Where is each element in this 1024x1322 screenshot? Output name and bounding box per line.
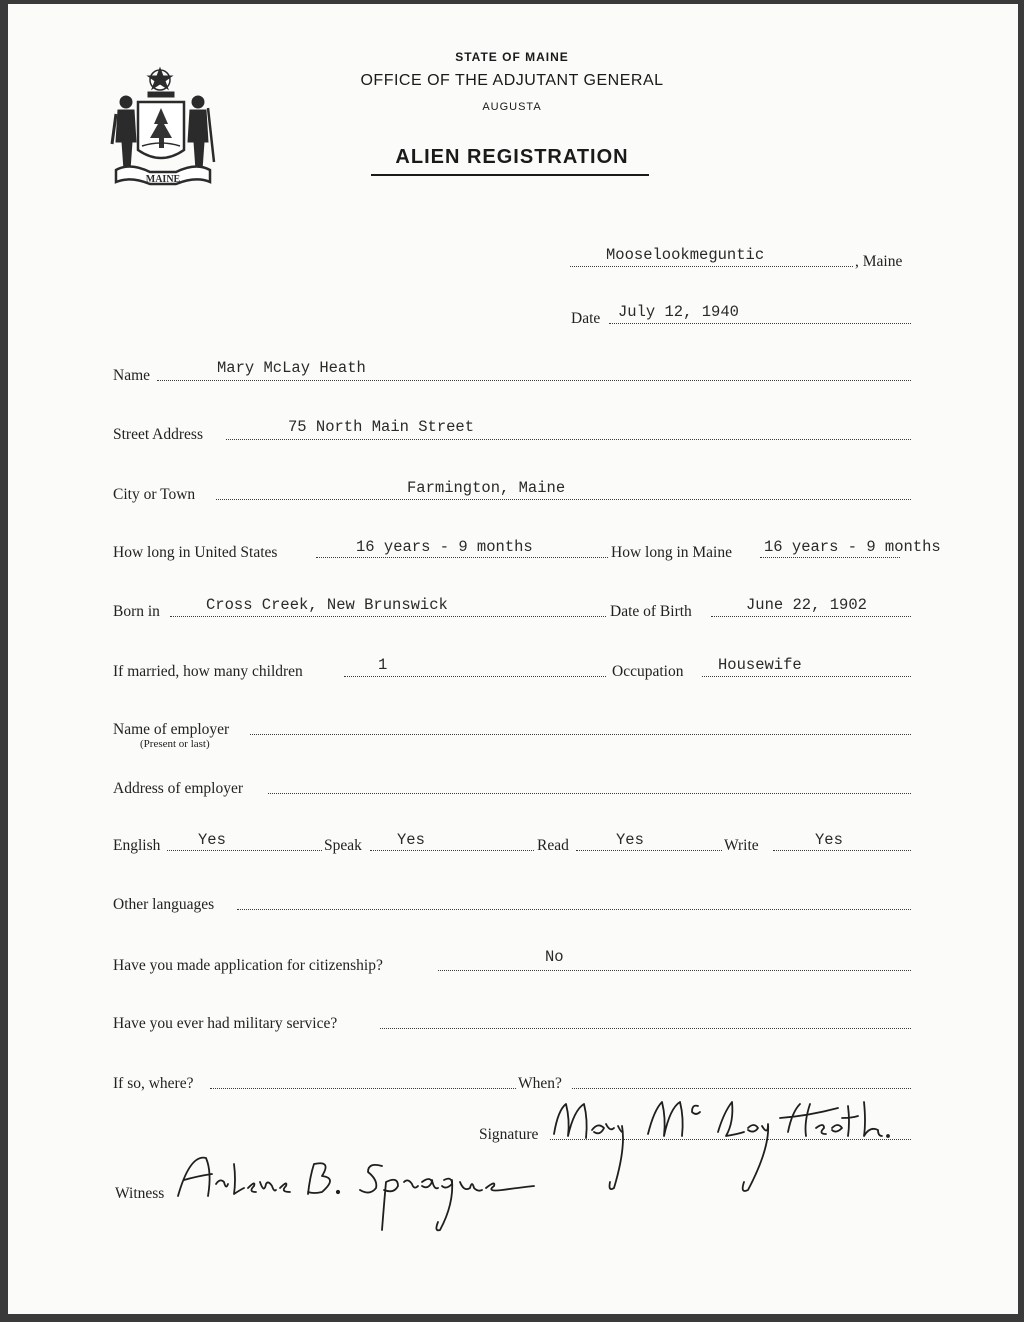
maine-length-value: 16 years - 9 months bbox=[764, 538, 941, 556]
street-value: 75 North Main Street bbox=[288, 418, 475, 436]
witness-signature-handwriting bbox=[172, 1144, 552, 1234]
date-value: July 12, 1940 bbox=[618, 303, 739, 321]
name-label: Name bbox=[113, 367, 151, 384]
occupation-line bbox=[702, 676, 911, 677]
born-value: Cross Creek, New Brunswick bbox=[206, 596, 448, 614]
street-label: Street Address bbox=[113, 426, 203, 443]
city-line bbox=[216, 499, 911, 500]
occupation-value: Housewife bbox=[718, 656, 802, 674]
maine-length-label: How long in Maine bbox=[611, 544, 732, 561]
signature-handwriting bbox=[548, 1092, 910, 1192]
speak-line bbox=[370, 850, 534, 851]
city-value: Farmington, Maine bbox=[407, 479, 566, 497]
place-line bbox=[570, 266, 853, 267]
employer-address-line bbox=[268, 793, 911, 794]
employer-line bbox=[250, 734, 911, 735]
other-languages-label: Other languages bbox=[113, 896, 215, 913]
write-line bbox=[773, 850, 911, 851]
born-line bbox=[170, 616, 606, 617]
date-line bbox=[609, 323, 911, 324]
when-label: When? bbox=[518, 1075, 562, 1092]
children-value: 1 bbox=[378, 656, 388, 674]
dob-value: June 22, 1902 bbox=[746, 596, 867, 614]
place-value: Mooselookmeguntic bbox=[606, 246, 765, 264]
speak-label: Speak bbox=[324, 837, 362, 854]
children-label: If married, how many children bbox=[113, 663, 303, 680]
dob-line bbox=[711, 616, 911, 617]
english-value: Yes bbox=[198, 831, 226, 849]
us-length-line bbox=[316, 557, 608, 558]
name-value: Mary McLay Heath bbox=[217, 359, 366, 377]
city-label: City or Town bbox=[113, 486, 196, 503]
when-line bbox=[572, 1088, 911, 1089]
where-line bbox=[210, 1088, 516, 1089]
title-underline bbox=[371, 174, 649, 176]
citizenship-line bbox=[438, 970, 911, 971]
occupation-label: Occupation bbox=[612, 663, 684, 680]
born-label: Born in bbox=[113, 603, 160, 620]
svg-text:MAINE: MAINE bbox=[145, 174, 181, 185]
write-label: Write bbox=[724, 837, 759, 854]
military-label: Have you ever had military service? bbox=[113, 1015, 338, 1032]
english-line bbox=[167, 850, 322, 851]
speak-value: Yes bbox=[397, 831, 425, 849]
form-title: ALIEN REGISTRATION bbox=[395, 146, 629, 168]
read-label: Read bbox=[537, 837, 569, 854]
street-line bbox=[226, 439, 911, 440]
us-length-value: 16 years - 9 months bbox=[356, 538, 533, 556]
us-length-label: How long in United States bbox=[113, 544, 278, 561]
dob-label: Date of Birth bbox=[610, 603, 692, 620]
where-label: If so, where? bbox=[113, 1075, 194, 1092]
date-label: Date bbox=[571, 310, 601, 327]
employer-sublabel: (Present or last) bbox=[140, 738, 210, 750]
read-line bbox=[576, 850, 722, 851]
witness-label: Witness bbox=[115, 1185, 165, 1202]
place-suffix: , Maine bbox=[855, 253, 903, 270]
city-heading: AUGUSTA bbox=[482, 101, 542, 113]
state-heading: STATE OF MAINE bbox=[455, 50, 569, 64]
employer-address-label: Address of employer bbox=[113, 780, 243, 797]
english-label: English bbox=[113, 837, 161, 854]
citizenship-label: Have you made application for citizenship? bbox=[113, 957, 383, 974]
military-line bbox=[380, 1028, 911, 1029]
employer-label: Name of employer bbox=[113, 721, 230, 738]
office-heading: OFFICE OF THE ADJUTANT GENERAL bbox=[360, 72, 664, 89]
other-languages-line bbox=[237, 909, 911, 910]
read-value: Yes bbox=[616, 831, 644, 849]
signature-label: Signature bbox=[479, 1126, 539, 1143]
write-value: Yes bbox=[815, 831, 843, 849]
name-line bbox=[157, 380, 911, 381]
citizenship-value: No bbox=[545, 948, 564, 966]
children-line bbox=[344, 676, 606, 677]
maine-length-line bbox=[760, 557, 900, 558]
